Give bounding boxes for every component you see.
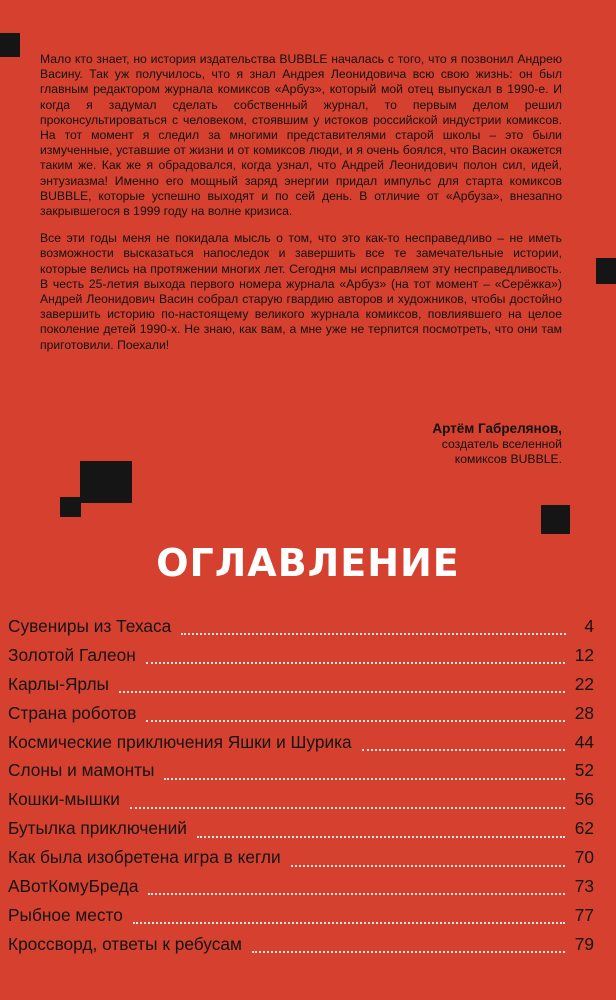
toc-dot-leader <box>362 749 565 751</box>
toc-item-page: 56 <box>574 789 594 810</box>
signature-role-line-2: комиксов BUBBLE. <box>454 452 562 466</box>
toc-item[interactable] <box>8 674 594 703</box>
toc-item-title: Бутылка приключений <box>8 818 187 839</box>
toc-item-page: 77 <box>574 904 594 925</box>
toc-list <box>8 616 594 963</box>
toc-item-page: 52 <box>574 760 594 781</box>
toc-item-title: Сувениры из Техаса <box>8 616 172 636</box>
toc-dot-leader <box>146 662 565 664</box>
toc-dot-leader <box>164 778 564 780</box>
toc-item-title: АВотКомуБреда <box>8 876 139 897</box>
decor-square-large <box>80 461 132 503</box>
toc-item-title: Карлы-Ярлы <box>8 673 109 694</box>
decor-square-small <box>60 497 81 517</box>
toc-item-page: 73 <box>574 876 594 897</box>
toc-item[interactable] <box>8 847 594 876</box>
toc-item-page: 44 <box>574 731 594 752</box>
decor-square-top-left <box>0 33 20 57</box>
toc-item-page: 62 <box>574 818 594 839</box>
toc-item-title: Слоны и мамонты <box>8 760 155 781</box>
toc-item[interactable] <box>8 732 594 761</box>
toc-dot-leader <box>181 633 566 635</box>
toc-item-page: 70 <box>574 847 594 868</box>
intro-paragraph-2: Все эти годы меня не покидала мысль о том, что это как-то несправедливо – не иметь возможности высказаться напоследок и завершить все те замечательные истории, которые велись на протяжении многих лет. Сегодня мы исправляем эту несправедливость. В честь 25-летия выхода первого номера журнала «Арбуз» (на тот момент – «Серёжка») Андрей Леонидович Васин собрал старую гвардию авторов и художников, чтобы достойно завершить историю по-настоящему великого журнала комиксов, повлиявшего на целое поколение детей 1990-х. Не знаю, как вам, а мне уже не терпится посмотреть, что они там приготовили. Поехали! <box>40 231 562 352</box>
toc-item-title: Рыбное место <box>8 904 123 925</box>
signature-name: Артём Габрелянов, <box>432 421 562 436</box>
toc-dot-leader <box>148 893 564 895</box>
intro-text <box>40 52 562 365</box>
toc-item-title: Золотой Галеон <box>8 644 136 665</box>
signature <box>262 420 562 467</box>
toc-item[interactable] <box>8 876 594 905</box>
toc-dot-leader <box>146 720 564 722</box>
decor-square-bottom-right <box>541 505 570 534</box>
toc-item-title: Кошки-мышки <box>8 789 120 810</box>
toc-item-title: Страна роботов <box>8 702 137 723</box>
toc-item[interactable] <box>8 934 594 963</box>
toc-title: ОГЛАВЛЕНИЕ <box>156 541 460 585</box>
toc-item-page: 12 <box>574 644 594 665</box>
toc-item[interactable] <box>8 905 594 934</box>
toc-dot-leader <box>252 951 565 953</box>
toc-item[interactable] <box>8 818 594 847</box>
intro-paragraph-1: Мало кто знает, но история издательства BUBBLE началась с того, что я позвонил Андрею Васину. Так уж получилось, что я знал Андрея Леонидовича всю свою жизнь: он был главным редактором журнала комиксов «Арбуз», который мой отец выпускал в 1990-е. И когда я задумал сделать собственный журнал, то первым делом решил проконсультироваться с человеком, стоявшим у истоков российской индустрии комиксов. На тот момент я следил за многими представителями старой школы – это были измученные, уставшие от жизни и от комиксов люди, и я очень боялся, что Васин окажется таким же. Как же я обрадовался, когда узнал, что Андрей Леонидович полон сил, идей, энтузиазма! Именно его мощный заряд энергии придал импульс для старта комиксов BUBBLE, которые успешно выходят и по сей день. В отличие от «Арбуза», внезапно закрывшегося в 1999 году на волне кризиса. <box>40 52 562 219</box>
toc-dot-leader <box>291 865 565 867</box>
toc-item-title: Как была изобретена игра в кегли <box>8 847 281 868</box>
toc-item-title: Кроссворд, ответы к ребусам <box>8 933 242 954</box>
toc-item[interactable] <box>8 760 594 789</box>
toc-item-page: 4 <box>584 616 594 636</box>
toc-dot-leader <box>119 691 565 693</box>
toc-item[interactable] <box>8 645 594 674</box>
toc-item-page: 22 <box>574 673 594 694</box>
toc-item[interactable] <box>8 616 594 645</box>
signature-role-line-1: создатель вселенной <box>441 437 562 451</box>
toc-dot-leader <box>133 922 565 924</box>
toc-item-page: 28 <box>574 702 594 723</box>
toc-item[interactable] <box>8 789 594 818</box>
toc-item-title: Космические приключения Яшки и Шурика <box>8 731 352 752</box>
toc-dot-leader <box>197 836 565 838</box>
toc-dot-leader <box>130 807 565 809</box>
decor-square-right <box>596 258 616 284</box>
toc-item-page: 79 <box>574 933 594 954</box>
toc-item[interactable] <box>8 703 594 732</box>
